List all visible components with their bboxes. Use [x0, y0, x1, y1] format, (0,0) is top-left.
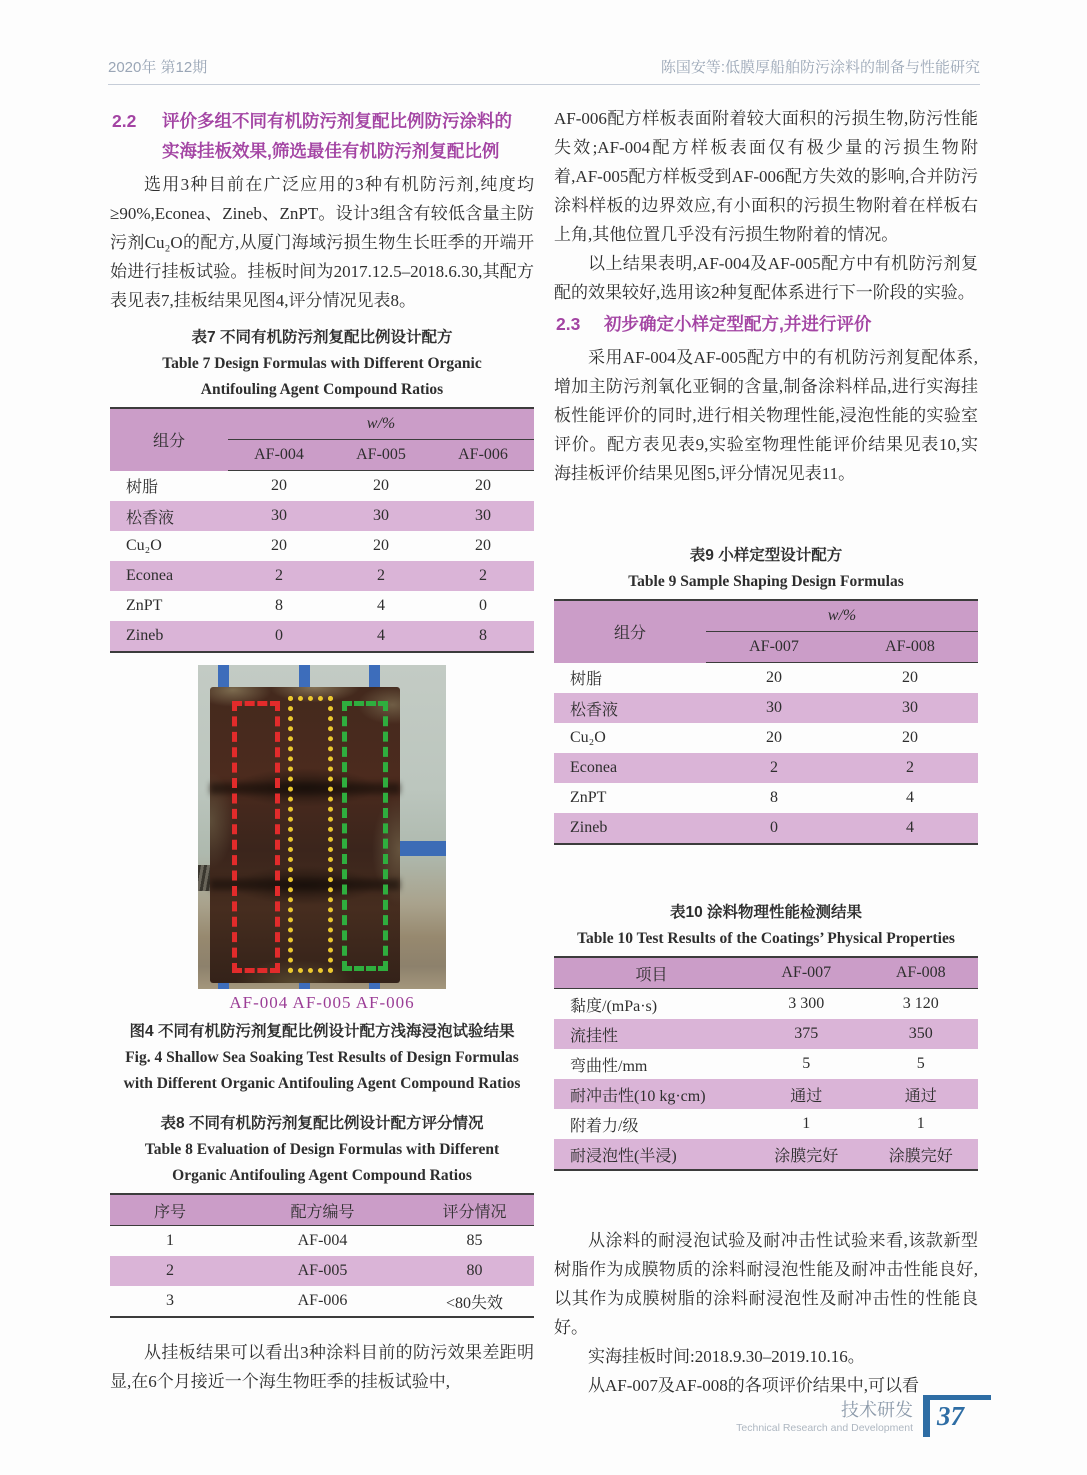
table-row: [110, 471, 534, 502]
column-header: 配方编号: [230, 1194, 415, 1226]
row-label: 树脂: [126, 479, 159, 497]
figure4-caption-en-1: Fig. 4 Shallow Sea Soaking Test Results of Design Formulas: [125, 1049, 519, 1066]
row-label: ZnPT: [570, 789, 607, 806]
section-number: 2.2: [112, 111, 137, 131]
cell-value: 1: [166, 1232, 174, 1249]
cell-value: 2: [479, 567, 487, 584]
cell-value: 4: [906, 819, 914, 836]
cell-value: 85: [466, 1232, 483, 1249]
cell-value: 涂膜完好: [774, 1147, 839, 1165]
cell-value: 80: [466, 1262, 483, 1279]
cell-value: 30: [766, 699, 782, 716]
paragraph: 实海挂板时间:2018.9.30–2019.10.16。: [588, 1347, 865, 1366]
page-body: [110, 104, 978, 1400]
section-title-line-1: 评价多组不同有机防污剂复配比例防污涂料的: [162, 111, 512, 131]
cell-value: 3 300: [788, 995, 825, 1012]
column-header: AF-004: [228, 440, 330, 471]
figure4-caption-cn: 图4 不同有机防污剂复配比例设计配方浅海浸泡试验结果: [129, 1023, 515, 1040]
paragraph: 从涂料的耐浸泡试验及耐冲击性试验来看,该款新型树脂作为成膜物质的涂料耐浸泡性能及耐冲击性能良好,以其作为成膜树脂的涂料耐浸泡性及耐冲击性的性能良好。: [554, 1231, 978, 1337]
table10-caption-cn: 表10 涂料物理性能检测结果: [669, 904, 863, 921]
paragraph: AF-006配方样板表面附着较大面积的污损生物,防污性能失效;AF-004配方样板表面仅有极少量的污损生物附着,AF-005配方样板受到AF-006配方失效的影响,合并防污涂料样板的边界效应,有小面积的污损生物附着在样板右上角,其他位置几乎没有污损生物附着的情况。: [554, 109, 978, 244]
footer-section-cn: 技术研发: [841, 1400, 913, 1420]
page-number-bracket-left: [923, 1395, 930, 1437]
cell-value: 1: [802, 1115, 811, 1132]
table7-caption-en-1: Table 7 Design Formulas with Different Organic: [162, 355, 482, 372]
table-row: [554, 723, 978, 753]
table-8: [110, 1193, 534, 1318]
figure4-photo: [198, 665, 446, 989]
page-header: [108, 56, 980, 85]
cell-value: AF-006: [297, 1292, 348, 1309]
cell-value: <80失效: [445, 1294, 504, 1312]
cell-value: 5: [802, 1055, 811, 1072]
table-row: [554, 1109, 978, 1139]
cell-value: 20: [271, 537, 287, 554]
table7-stub-header: 组分: [152, 433, 185, 451]
table10-caption-en: Table 10 Test Results of the Coatings’ Physical Properties: [577, 930, 955, 947]
table-10: [554, 956, 978, 1171]
cell-value: 375: [794, 1025, 819, 1042]
cell-value: AF-005: [297, 1262, 348, 1279]
railing-rail-icon: [394, 841, 446, 856]
cell-value: 2: [906, 759, 914, 776]
table8-caption-en-1: Table 8 Evaluation of Design Formulas with Different: [144, 1141, 500, 1158]
cell-value: 20: [902, 729, 918, 746]
page-footer: [736, 1395, 991, 1441]
column-header: AF-005: [330, 440, 432, 471]
page-number-block: [923, 1395, 991, 1441]
section-number: 2.3: [556, 314, 581, 334]
paragraph: 从挂板结果可以看出3种涂料目前的防污效果差距明显,在6个月接近一个海生物旺季的挂板试验中,: [110, 1343, 534, 1391]
table-row: [554, 1019, 978, 1049]
cell-value: 通过: [790, 1087, 823, 1105]
figure4-panel-labels: AF-004 AF-005 AF-006: [229, 993, 415, 1012]
row-label: 耐浸泡性(半浸): [570, 1147, 677, 1165]
table-row: [554, 989, 978, 1020]
cell-value: 20: [373, 477, 389, 494]
cell-value: 30: [373, 507, 389, 524]
marker-af005-yellow-dotted: [288, 696, 333, 973]
cell-value: 通过: [904, 1087, 937, 1105]
table-7: [110, 407, 534, 653]
column-header: AF-006: [432, 440, 534, 471]
page-number: 37: [937, 1401, 964, 1431]
cell-value: 1: [916, 1115, 925, 1132]
cell-value: 8: [770, 789, 778, 806]
table-row: [110, 561, 534, 591]
row-label: Zineb: [570, 819, 608, 836]
table-row: [110, 591, 534, 621]
cell-value: 2: [377, 567, 385, 584]
row-label: 附着力/级: [570, 1117, 639, 1135]
table-row: [554, 1139, 978, 1170]
row-label: 弯曲性/mm: [570, 1057, 648, 1075]
cell-value: 30: [902, 699, 918, 716]
table-row: [554, 813, 978, 844]
marker-af006-green-dashed: [342, 701, 388, 971]
cell-value: 4: [377, 627, 385, 644]
table-row: [110, 621, 534, 652]
section-title-line-2: 实海挂板效果,筛选最佳有机防污剂复配比例: [162, 141, 500, 161]
cell-value: 0: [770, 819, 778, 836]
row-label: Cu₂O: [126, 537, 162, 554]
column-header: AF-008: [842, 632, 978, 663]
table-row: [554, 663, 978, 694]
column-header: AF-007: [706, 632, 842, 663]
column-header: AF-008: [864, 957, 979, 989]
row-label: 松香液: [570, 701, 619, 719]
cell-value: 20: [373, 537, 389, 554]
cell-value: 20: [766, 669, 782, 686]
cell-value: 20: [271, 477, 287, 494]
table-row: [110, 1286, 534, 1317]
table8-caption-en-2: Organic Antifouling Agent Compound Ratios: [172, 1167, 472, 1184]
cell-value: 涂膜完好: [888, 1147, 953, 1165]
cell-value: 20: [475, 477, 491, 494]
row-label: Econea: [126, 567, 174, 584]
running-title: 陈国安等:低膜厚船舶防污涂料的制备与性能研究: [660, 59, 980, 76]
cell-value: 3 120: [902, 995, 939, 1012]
table-row: [554, 1079, 978, 1109]
column-header: 项目: [554, 957, 749, 989]
column-header: 评分情况: [415, 1194, 534, 1226]
journal-issue: 2020年 第12期: [108, 59, 208, 76]
table8-caption-cn: 表8 不同有机防污剂复配比例设计配方评分情况: [160, 1115, 484, 1132]
section-heading-2-2: [110, 106, 534, 166]
footer-section-en: Technical Research and Development: [736, 1422, 913, 1434]
cell-value: 30: [475, 507, 491, 524]
cell-value: 8: [275, 597, 283, 614]
row-label: 树脂: [570, 671, 603, 689]
table9-caption-en: Table 9 Sample Shaping Design Formulas: [628, 573, 904, 590]
table-row: [554, 783, 978, 813]
row-label: 黏度/(mPa·s): [570, 997, 658, 1015]
table-row: [110, 501, 534, 531]
cell-value: 4: [906, 789, 914, 806]
row-label: 流挂性: [570, 1027, 619, 1045]
column-header: 序号: [110, 1194, 230, 1226]
cell-value: 4: [377, 597, 385, 614]
cell-value: 8: [479, 627, 487, 644]
table-row: [554, 753, 978, 783]
cell-value: 5: [916, 1055, 925, 1072]
right-column: [554, 104, 978, 1400]
table-row: [554, 693, 978, 723]
cell-value: AF-004: [297, 1232, 348, 1249]
table7-unit-header: w/%: [228, 408, 534, 440]
paragraph: 采用AF-004及AF-005配方中的有机防污剂复配体系,增加主防污剂氧化亚铜的含量,制备涂料样品,进行实海挂板性能评价的同时,进行相关物理性能,浸泡性能的实验室评价。配方表见表9,实验室物理性能评价结果见表10,实海挂板评价结果见图5,评分情况见表11。: [554, 348, 978, 483]
table9-unit-header: w/%: [706, 600, 978, 632]
row-label: Econea: [570, 759, 618, 776]
table-row: [554, 1049, 978, 1079]
cell-value: 2: [275, 567, 283, 584]
cell-value: 2: [770, 759, 778, 776]
table9-stub-header: 组分: [613, 625, 646, 643]
cell-value: 30: [271, 507, 287, 524]
row-label: Cu₂O: [570, 729, 606, 746]
left-column: [110, 104, 534, 1400]
table7-caption-cn: 表7 不同有机防污剂复配比例设计配方: [191, 329, 453, 346]
figure4-caption-en-2: with Different Organic Antifouling Agent Compound Ratios: [123, 1075, 521, 1092]
row-label: 耐冲击性(10 kg·cm): [570, 1087, 706, 1105]
column-header: AF-007: [749, 957, 864, 989]
cell-value: 20: [902, 669, 918, 686]
cell-value: 20: [766, 729, 782, 746]
table-row: [110, 1256, 534, 1286]
cell-value: 0: [275, 627, 283, 644]
section-heading-2-3: [554, 309, 978, 339]
cell-value: 2: [166, 1262, 174, 1279]
cell-value: 0: [479, 597, 487, 614]
cell-value: 350: [908, 1025, 933, 1042]
row-label: ZnPT: [126, 597, 163, 614]
footer-section: [736, 1395, 913, 1435]
row-label: Zineb: [126, 627, 164, 644]
page-number-bracket-top: [923, 1395, 991, 1400]
cell-value: 20: [475, 537, 491, 554]
cell-value: 3: [166, 1292, 174, 1309]
marker-af004-red-dashed: [232, 701, 280, 973]
paragraph: 选用3种目前在广泛应用的3种有机防污剂,纯度均≥90%,Econea、Zineb、ZnPT。设计3组含有较低含量主防污剂Cu₂O的配方,从厦门海域污损生物生长旺季的开端开始进行挂板试验。挂板时间为2017.12.5–2018.6.30,其配方表见表7,挂板结果见图4,评分情况见表8。: [110, 175, 534, 310]
section-title: 初步确定小样定型配方,并进行评价: [604, 314, 872, 334]
paragraph: 从AF-007及AF-008的各项评价结果中,可以看: [588, 1376, 920, 1395]
table9-caption-cn: 表9 小样定型设计配方: [689, 547, 843, 564]
table-row: [110, 531, 534, 561]
table-row: [110, 1226, 534, 1257]
row-label: 松香液: [126, 509, 175, 527]
table-9: [554, 599, 978, 845]
table7-caption-en-2: Antifouling Agent Compound Ratios: [200, 381, 444, 398]
paragraph: 以上结果表明,AF-004及AF-005配方中有机防污剂复配的效果较好,选用该2种复配体系进行下一阶段的实验。: [554, 254, 978, 302]
